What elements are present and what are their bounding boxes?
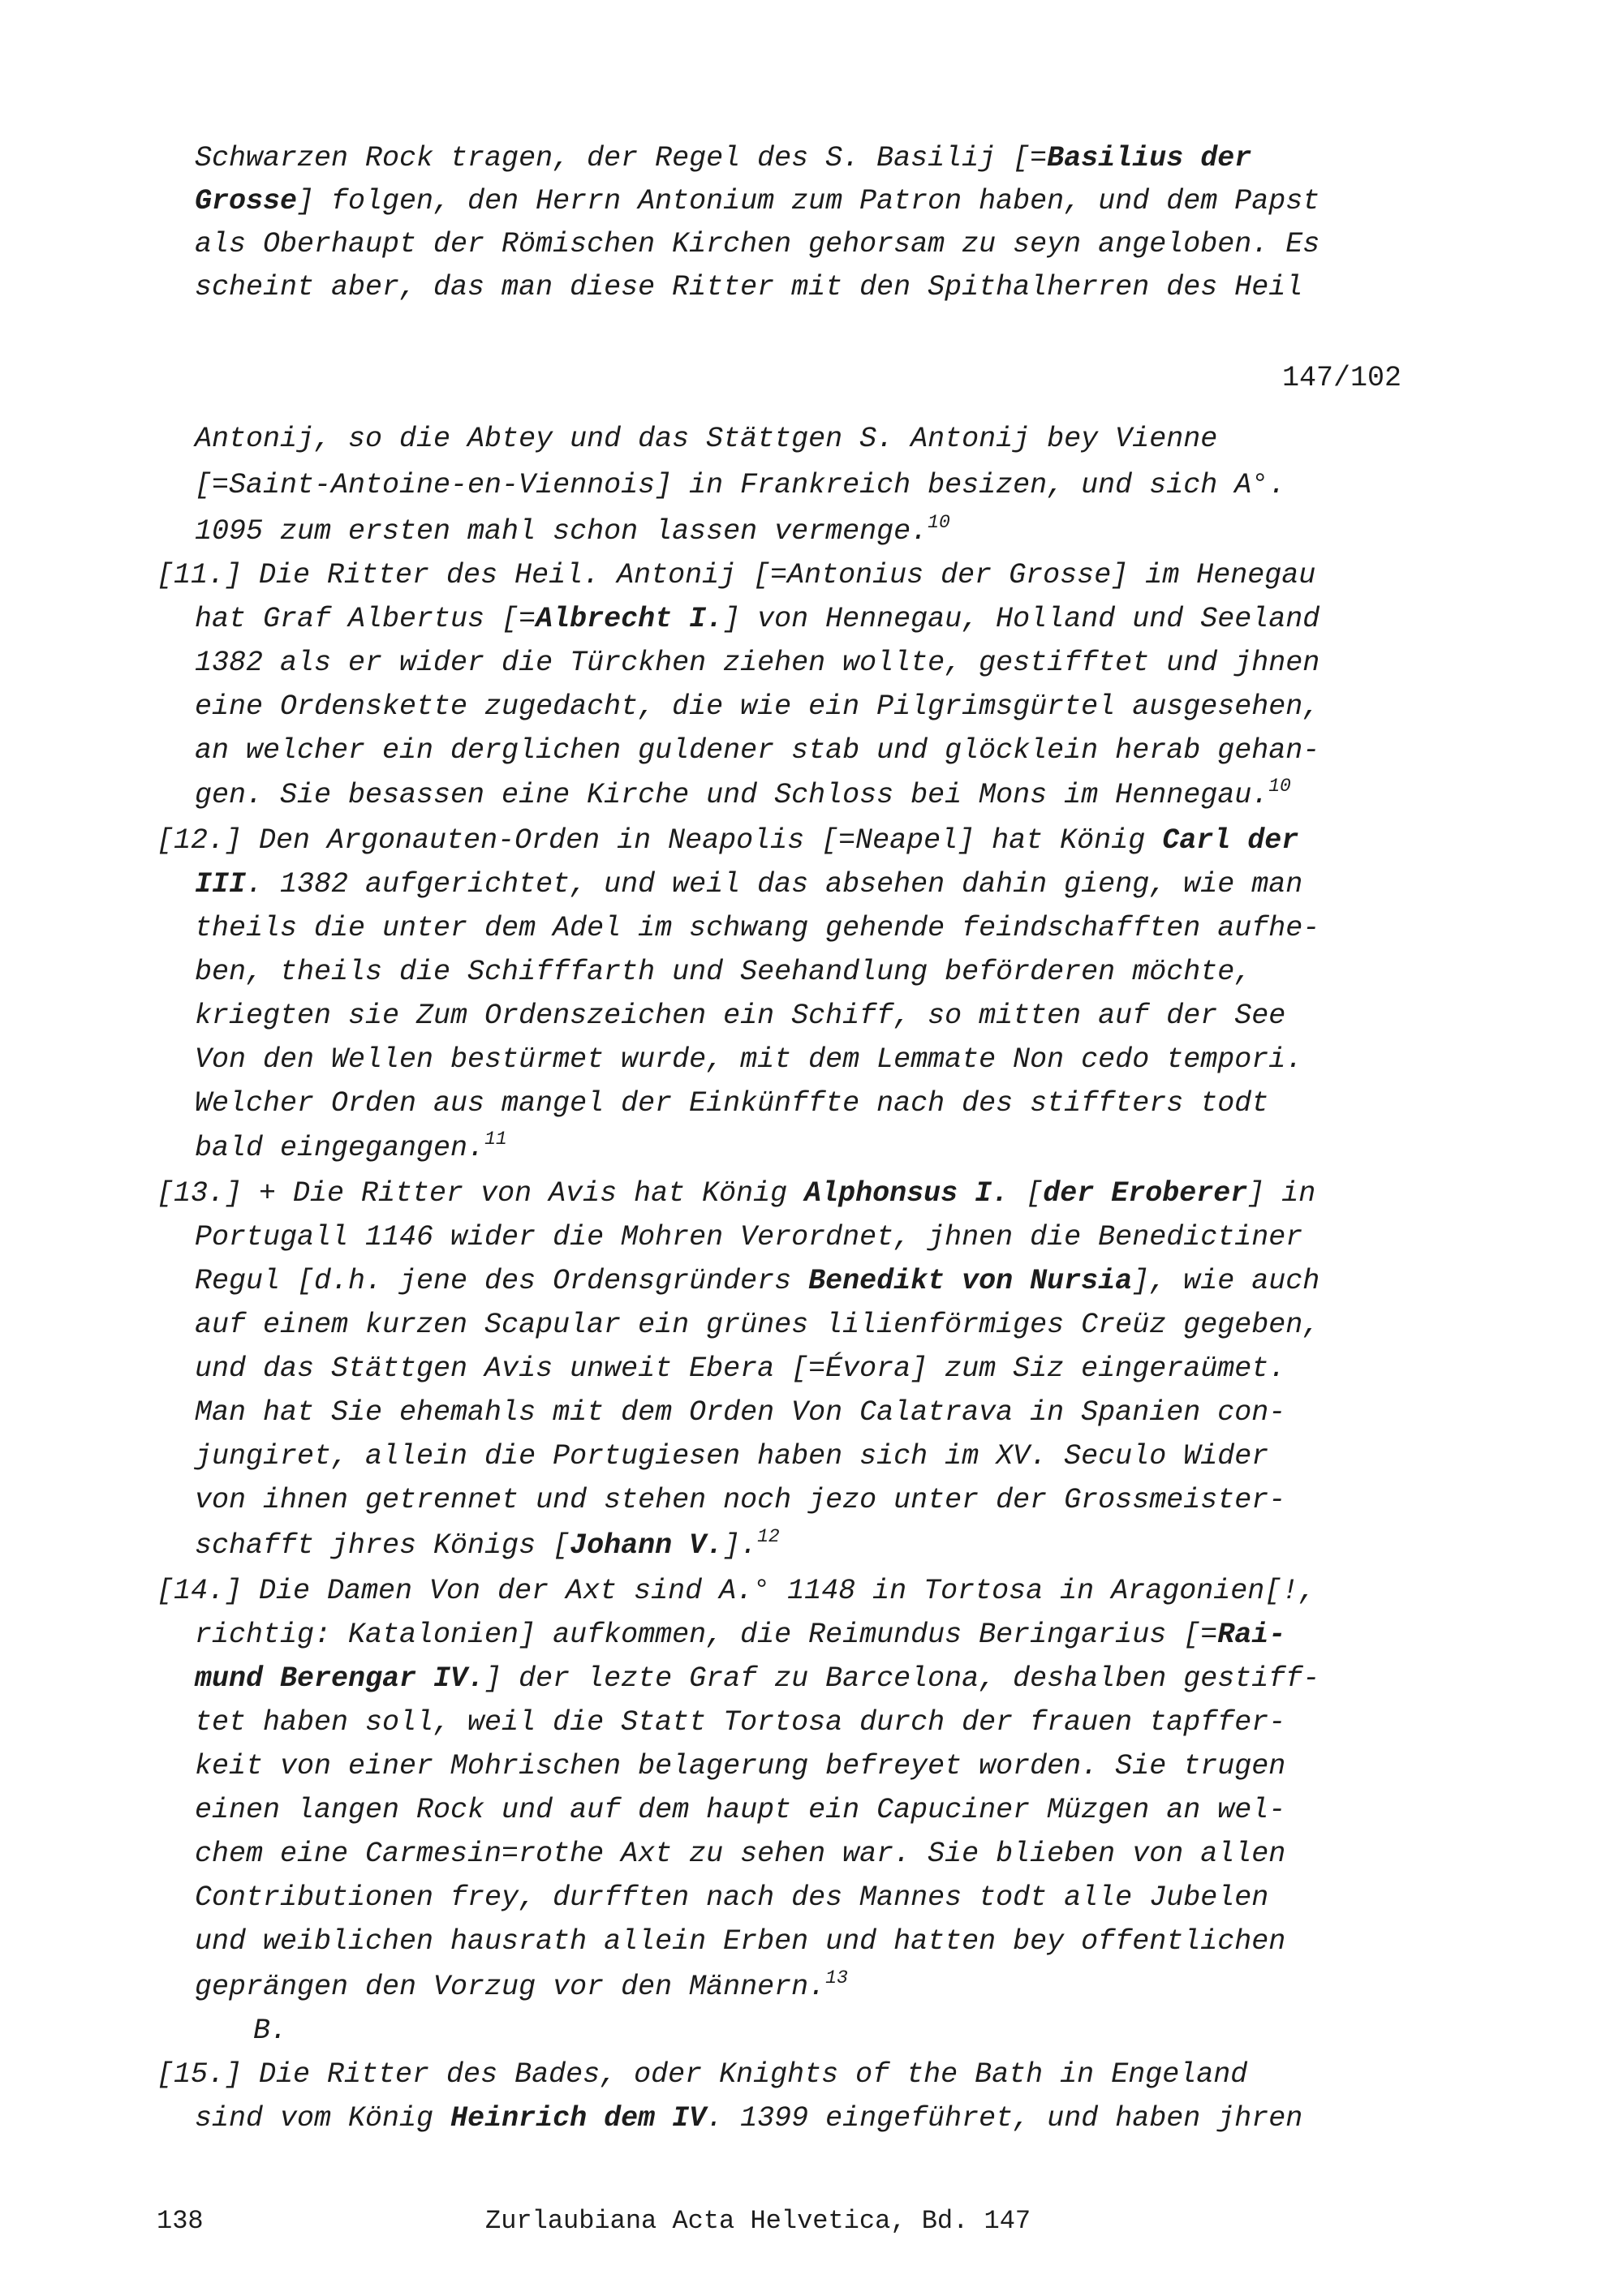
text-line: auf einem kurzen Scapular ein grünes lilienförmiges Creüz gegeben, xyxy=(195,1309,1320,1341)
bold-name: Albrecht I. xyxy=(536,603,724,635)
text-run: [12.] Den Argonauten-Orden in Neapolis [=Neapel] hat König xyxy=(157,824,1163,857)
text-line: jungiret, allein die Portugiesen haben sich im XV. Seculo Wider xyxy=(195,1440,1269,1473)
entry-15-first-line: [15.] Die Ritter des Bades, oder Knights of the Bath in Engeland xyxy=(157,2058,1248,2091)
text-line: Contributionen frey, durfften nach des Mannes todt alle Jubelen xyxy=(195,1881,1269,1914)
entry-13-first-line xyxy=(157,1177,1316,1210)
bold-name: Heinrich dem IV xyxy=(450,2102,707,2135)
text-run: geprängen den Vorzug vor den Männern. xyxy=(195,1971,826,2003)
text-line: chem eine Carmesin=rothe Axt zu sehen war. Sie blieben von allen xyxy=(195,1838,1286,1870)
text-line: Man hat Sie ehemahls mit dem Orden Von Calatrava in Spanien con- xyxy=(195,1396,1286,1429)
text-line: keit von einer Mohrischen belagerung befreyet worden. Sie trugen xyxy=(195,1750,1286,1782)
text-line xyxy=(195,605,1319,634)
text-line: an welcher ein derglichen guldener stab und glöcklein herab gehan- xyxy=(195,734,1320,767)
text-run: Schwarzen Rock tragen, der Regel des S. Basilij [= xyxy=(195,142,1048,174)
page-number: 138 xyxy=(157,2206,204,2236)
text-line xyxy=(195,1129,507,1164)
text-line xyxy=(195,2102,1303,2135)
text-run: Regul [d.h. jene des Ordensgründers xyxy=(195,1265,809,1297)
text-line: scheint aber, das man diese Ritter mit den Spithalherren des Heil xyxy=(195,271,1303,303)
text-run: gen. Sie besassen eine Kirche und Schloss bei Mons im Hennegau. xyxy=(195,779,1269,811)
text-run: hat Graf Albertus [= xyxy=(195,603,536,635)
text-run: ] folgen, den Herrn Antonium zum Patron haben, und dem Papst xyxy=(297,185,1320,217)
page-reference: 147/102 xyxy=(1281,362,1401,394)
bold-name: Grosse xyxy=(195,185,298,217)
text-line xyxy=(195,1267,1319,1296)
text-run: ] der lezte Graf zu Barcelona, deshalben gestiff- xyxy=(484,1662,1320,1695)
text-line: einen langen Rock und auf dem haupt ein Capuciner Müzgen an wel- xyxy=(195,1794,1286,1826)
text-run: sind vom König xyxy=(195,2102,451,2135)
bold-name: Benedikt von Nursia xyxy=(808,1265,1133,1297)
bold-name: Carl der xyxy=(1162,824,1299,857)
text-run: . 1382 aufgerichtet, und weil das absehen dahin gieng, wie man xyxy=(246,868,1303,901)
bold-name: Alphonsus I. xyxy=(804,1177,1010,1210)
entry-12-first-line xyxy=(157,824,1299,857)
text-line xyxy=(195,512,950,548)
footnote-ref: 10 xyxy=(928,512,950,533)
text-line xyxy=(195,1526,780,1562)
journal-title: Zurlaubiana Acta Helvetica, Bd. 147 xyxy=(485,2206,1031,2236)
bold-name: Basilius der xyxy=(1047,142,1252,174)
text-run: ]. xyxy=(723,1529,758,1562)
text-line xyxy=(195,868,1303,901)
text-run: bald eingegangen. xyxy=(195,1132,485,1164)
text-line: [=Saint-Antoine-en-Viennois] in Frankreich besizen, und sich A°. xyxy=(195,469,1286,501)
text-line xyxy=(195,144,1251,173)
bold-name: Rai- xyxy=(1217,1619,1286,1651)
bold-name: III xyxy=(195,868,247,901)
text-run: 1095 zum ersten mahl schon lassen vermenge. xyxy=(195,515,928,548)
text-line: eine Ordenskette zugedacht, die wie ein Pilgrimsgürtel ausgesehen, xyxy=(195,690,1320,723)
bold-name: Johann V. xyxy=(570,1529,724,1562)
text-line: tet haben soll, weil die Statt Tortosa durch der frauen tapffer- xyxy=(195,1706,1286,1739)
footnote-ref: 12 xyxy=(757,1526,780,1547)
text-line: ben, theils die Schifffarth und Seehandlung beförderen möchte, xyxy=(195,956,1252,988)
text-line: Welcher Orden aus mangel der Einkünffte nach des stiffters todt xyxy=(195,1087,1269,1120)
section-marker: B. xyxy=(253,2014,288,2047)
text-line: von ihnen getrennet und stehen noch jezo unter der Grossmeister- xyxy=(195,1484,1286,1516)
text-line xyxy=(195,776,1291,811)
bold-name: mund Berengar IV. xyxy=(195,1662,485,1695)
text-line xyxy=(195,1621,1285,1649)
text-run: . 1399 eingeführet, und haben jhren xyxy=(706,2102,1303,2135)
text-run: schafft jhres Königs [ xyxy=(195,1529,570,1562)
footnote-ref: 11 xyxy=(484,1129,507,1150)
footnote-ref: 10 xyxy=(1268,776,1291,797)
text-line: kriegten sie Zum Ordenszeichen ein Schiff, so mitten auf der See xyxy=(195,1000,1286,1032)
text-run: ] in xyxy=(1247,1177,1316,1210)
footnote-ref: 13 xyxy=(825,1967,848,1989)
text-line xyxy=(195,1662,1320,1695)
text-line xyxy=(195,187,1319,216)
bold-name: der Eroberer xyxy=(1043,1177,1248,1210)
text-line: theils die unter dem Adel im schwang gehende feindschafften aufhe- xyxy=(195,912,1320,944)
text-line: Antonij, so die Abtey und das Stättgen S. Antonij bey Vienne xyxy=(195,423,1218,455)
text-line: als Oberhaupt der Römischen Kirchen gehorsam zu seyn angeloben. Es xyxy=(195,228,1320,260)
text-run: ], wie auch xyxy=(1132,1265,1320,1297)
entry-11-first-line: [11.] Die Ritter des Heil. Antonij [=Antonius der Grosse] im Henegau xyxy=(157,559,1316,591)
text-line: und das Stättgen Avis unweit Ebera [=Évora] zum Siz eingeraümet. xyxy=(195,1352,1286,1385)
text-line: Von den Wellen bestürmet wurde, mit dem Lemmate Non cedo tempori. xyxy=(195,1043,1303,1076)
text-line: 1382 als er wider die Türckhen ziehen wollte, gestifftet und jhnen xyxy=(195,647,1320,679)
text-run: [13.] + Die Ritter von Avis hat König xyxy=(157,1177,805,1210)
text-run: [ xyxy=(1009,1177,1044,1210)
text-run: richtig: Katalonien] aufkommen, die Reimundus Beringarius [= xyxy=(195,1619,1218,1651)
text-line: Portugall 1146 wider die Mohren Verordnet, jhnen die Benedictiner xyxy=(195,1221,1303,1253)
text-run: ] von Hennegau, Holland und Seeland xyxy=(723,603,1320,635)
text-line: und weiblichen hausrath allein Erben und hatten bey offentlichen xyxy=(195,1925,1286,1958)
text-line xyxy=(195,1967,848,2003)
entry-14-first-line: [14.] Die Damen Von der Axt sind A.° 1148 in Tortosa in Aragonien[!, xyxy=(157,1575,1316,1607)
